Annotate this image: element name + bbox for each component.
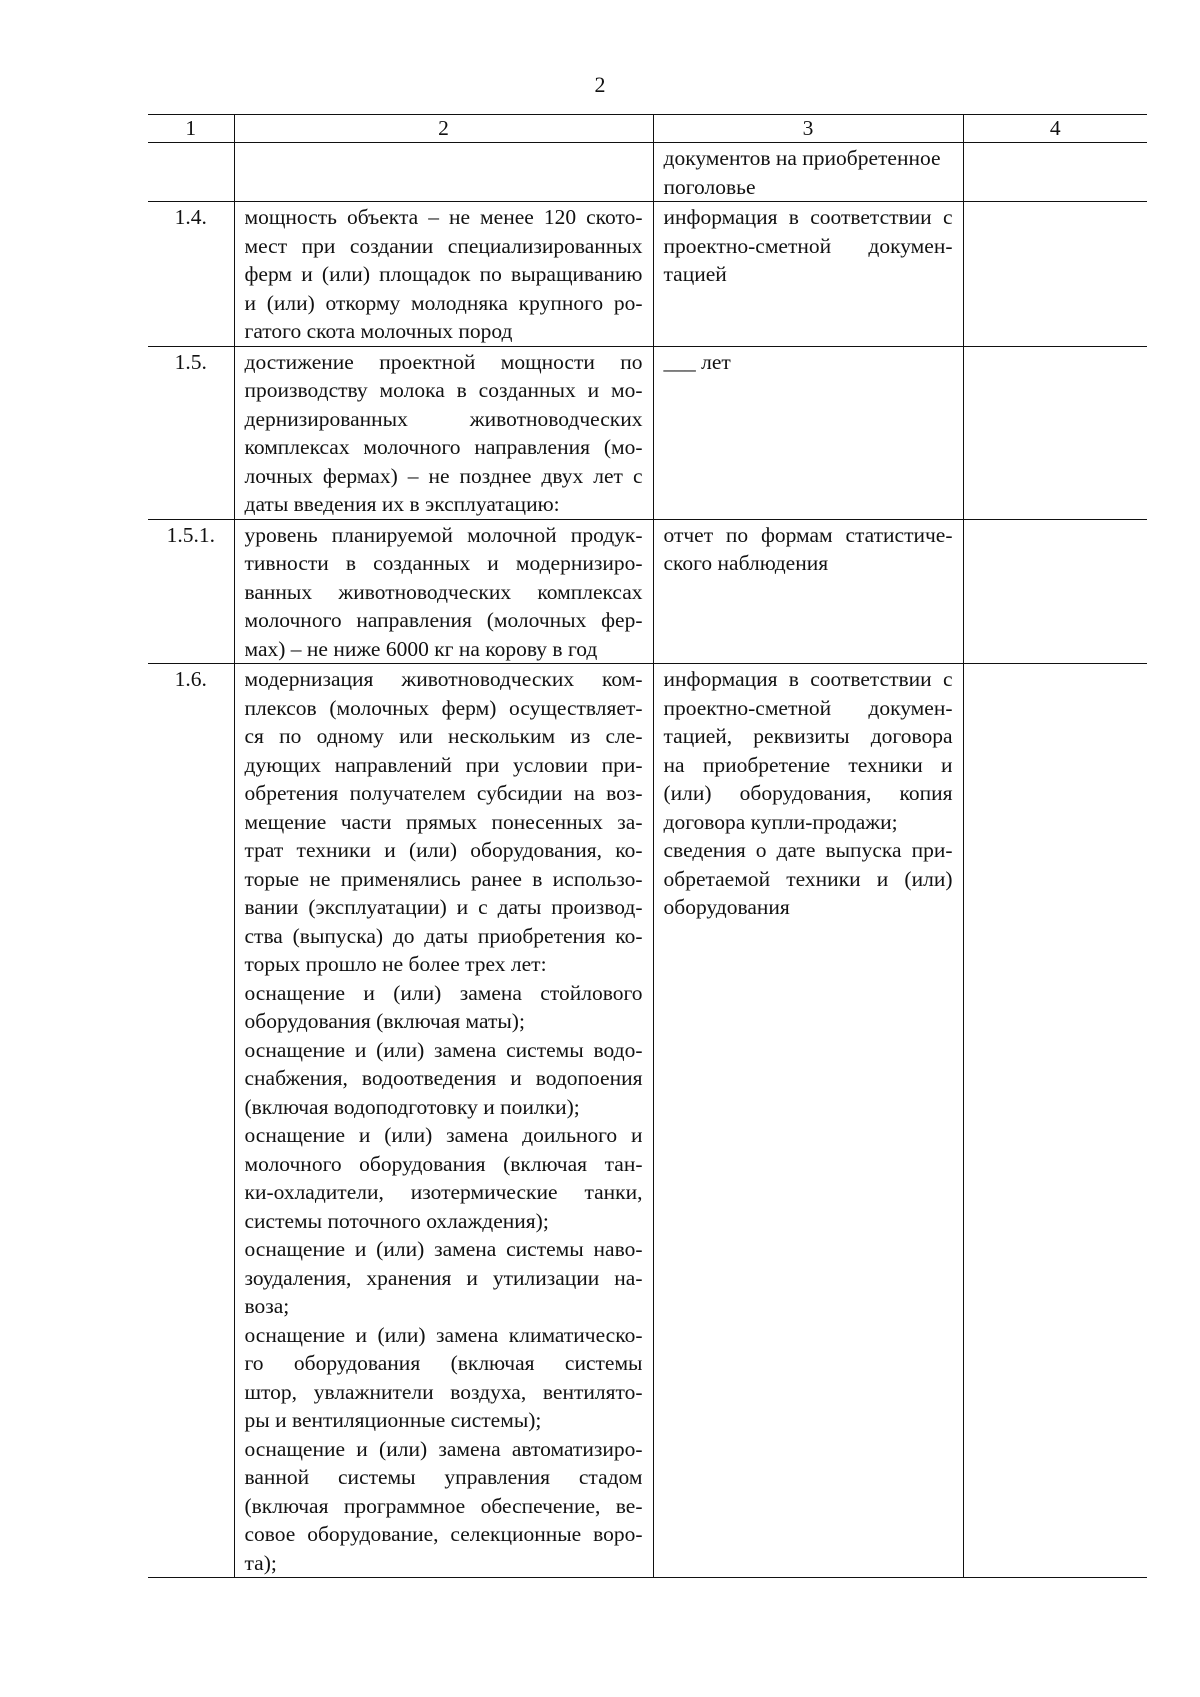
extra-cell: [963, 519, 1147, 664]
text-line: оборудования (включая маты);: [244, 1009, 525, 1033]
table-row: [148, 664, 1147, 1578]
text-line: поголовье: [663, 174, 756, 199]
extra-cell: [963, 143, 1147, 202]
text-line: вании (эксплуатации) и с даты производ-: [244, 895, 643, 919]
text-line: тацией, реквизиты договора: [663, 724, 953, 748]
text-line: лочных фермах) – не позднее двух лет с: [244, 463, 643, 488]
text-line: трат техники и (или) оборудования, ко-: [244, 838, 643, 862]
criterion-cell: [234, 519, 653, 664]
row-number: 1.6.: [148, 664, 234, 1578]
text-line: штор, увлажнители воздуха, вентилято-: [244, 1379, 643, 1404]
text-line: ___ лет: [663, 349, 731, 374]
document-cell: [653, 519, 963, 664]
criterion-cell: [234, 346, 653, 519]
text-line: информация в соответствии с: [663, 667, 953, 691]
table-row: [148, 346, 1147, 519]
text-line: зоудаления, хранения и утилизации на-: [244, 1265, 643, 1290]
document-cell: [653, 346, 963, 519]
text-line: ванной системы управления стадом: [244, 1465, 643, 1489]
document-cell: [653, 143, 963, 202]
text-line: ся по одному или нескольким из сле-: [244, 724, 643, 748]
text-line: гатого скота молочных пород: [244, 319, 513, 343]
header-cell: 4: [963, 115, 1147, 143]
text-line: производству молока в созданных и мо-: [244, 378, 643, 402]
document-cell: [653, 664, 963, 1578]
text-line: (или) оборудования, копия: [663, 781, 953, 805]
text-line: ского наблюдения: [663, 551, 829, 575]
text-line: комплексах молочного направления (мо-: [244, 435, 643, 459]
text-line: совое оборудование, селекционные воро-: [244, 1522, 643, 1546]
text-line: информация в соответствии с: [663, 205, 953, 229]
text-line: ферм и (или) площадок по выращиванию: [244, 262, 643, 286]
text-line: тивности в созданных и модернизиро-: [244, 551, 643, 575]
row-number: 1.4.: [148, 202, 234, 347]
text-line: оснащение и (или) замена стойлового: [244, 980, 643, 1005]
text-line: оснащение и (или) замена автоматизиро-: [244, 1436, 643, 1461]
text-line: мах) – не ниже 6000 кг на корову в год: [244, 636, 598, 661]
text-line: оборудования: [663, 895, 790, 919]
text-line: (включая программное обеспечение, ве-: [244, 1493, 643, 1518]
text-line: проектно-сметной докумен-: [663, 695, 953, 720]
text-line: оснащение и (или) замена доильного и: [244, 1123, 643, 1147]
header-cell: 3: [653, 115, 963, 143]
extra-cell: [963, 202, 1147, 347]
page-number: 2: [594, 72, 606, 97]
extra-cell: [963, 346, 1147, 519]
header-row: [148, 115, 1147, 143]
text-line: мест при создании специализированных: [244, 233, 643, 258]
text-line: дернизированных животноводческих: [244, 406, 643, 431]
text-line: молочного направления (молочных фер-: [244, 608, 643, 632]
text-line: торых прошло не более трех лет:: [244, 952, 547, 976]
row-number: 1.5.: [148, 346, 234, 519]
text-line: (включая водоподготовку и поилки);: [244, 1094, 580, 1119]
text-line: тацией: [663, 262, 727, 286]
criterion-cell: [234, 143, 653, 202]
text-line: мещение части прямых понесенных за-: [244, 809, 643, 834]
header-cell: 2: [234, 115, 653, 143]
row-number: 1.5.1.: [148, 519, 234, 664]
text-line: обретаемой техники и (или): [663, 866, 953, 891]
criterion-cell: [234, 202, 653, 347]
text-line: ры и вентиляционные системы);: [244, 1408, 542, 1432]
criterion-cell: [234, 664, 653, 1578]
table-row: [148, 202, 1147, 347]
header-cell: 1: [148, 115, 234, 143]
text-line: на приобретение техники и: [663, 752, 953, 777]
text-line: обретения получателем субсидии на воз-: [244, 781, 643, 805]
extra-cell: [963, 664, 1147, 1578]
row-number: [148, 143, 234, 202]
text-line: системы поточного охлаждения);: [244, 1208, 549, 1233]
text-line: проектно-сметной докумен-: [663, 233, 953, 258]
text-line: молочного оборудования (включая тан-: [244, 1151, 643, 1176]
text-line: снабжения, водоотведения и водопоения: [244, 1066, 643, 1090]
text-line: го оборудования (включая системы: [244, 1351, 643, 1375]
text-line: оснащение и (или) замена системы наво-: [244, 1237, 643, 1261]
text-line: оснащение и (или) замена климатическо-: [244, 1322, 643, 1347]
text-line: ства (выпуска) до даты приобретения ко-: [244, 923, 643, 948]
table-row: [148, 143, 1147, 202]
text-line: сведения о дате выпуска при-: [663, 838, 953, 862]
criteria-table: [148, 114, 1147, 1578]
text-line: воза;: [244, 1294, 290, 1318]
text-line: отчет по формам статистиче-: [663, 522, 953, 547]
text-line: договора купли-продажи;: [663, 809, 898, 834]
text-line: даты введения их в эксплуатацию:: [244, 492, 560, 516]
text-line: торые не применялись ранее в использо-: [244, 866, 643, 891]
text-line: уровень планируемой молочной продук-: [244, 522, 643, 547]
text-line: оснащение и (или) замена системы водо-: [244, 1037, 643, 1062]
text-line: модернизация животноводческих ком-: [244, 667, 643, 691]
text-line: и (или) откорму молодняка крупного ро-: [244, 290, 643, 315]
text-line: та);: [244, 1550, 277, 1575]
table-row: [148, 519, 1147, 664]
document-cell: [653, 202, 963, 347]
text-line: документов на приобретенное: [663, 146, 941, 170]
text-line: дующих направлений при условии при-: [244, 752, 643, 777]
text-line: ки-охладители, изотермические танки,: [244, 1180, 643, 1204]
text-line: достижение проектной мощности по: [244, 349, 643, 374]
text-line: мощность объекта – не менее 120 ското-: [244, 205, 643, 229]
text-line: плексов (молочных ферм) осуществляет-: [244, 695, 643, 720]
text-line: ванных животноводческих комплексах: [244, 579, 643, 604]
